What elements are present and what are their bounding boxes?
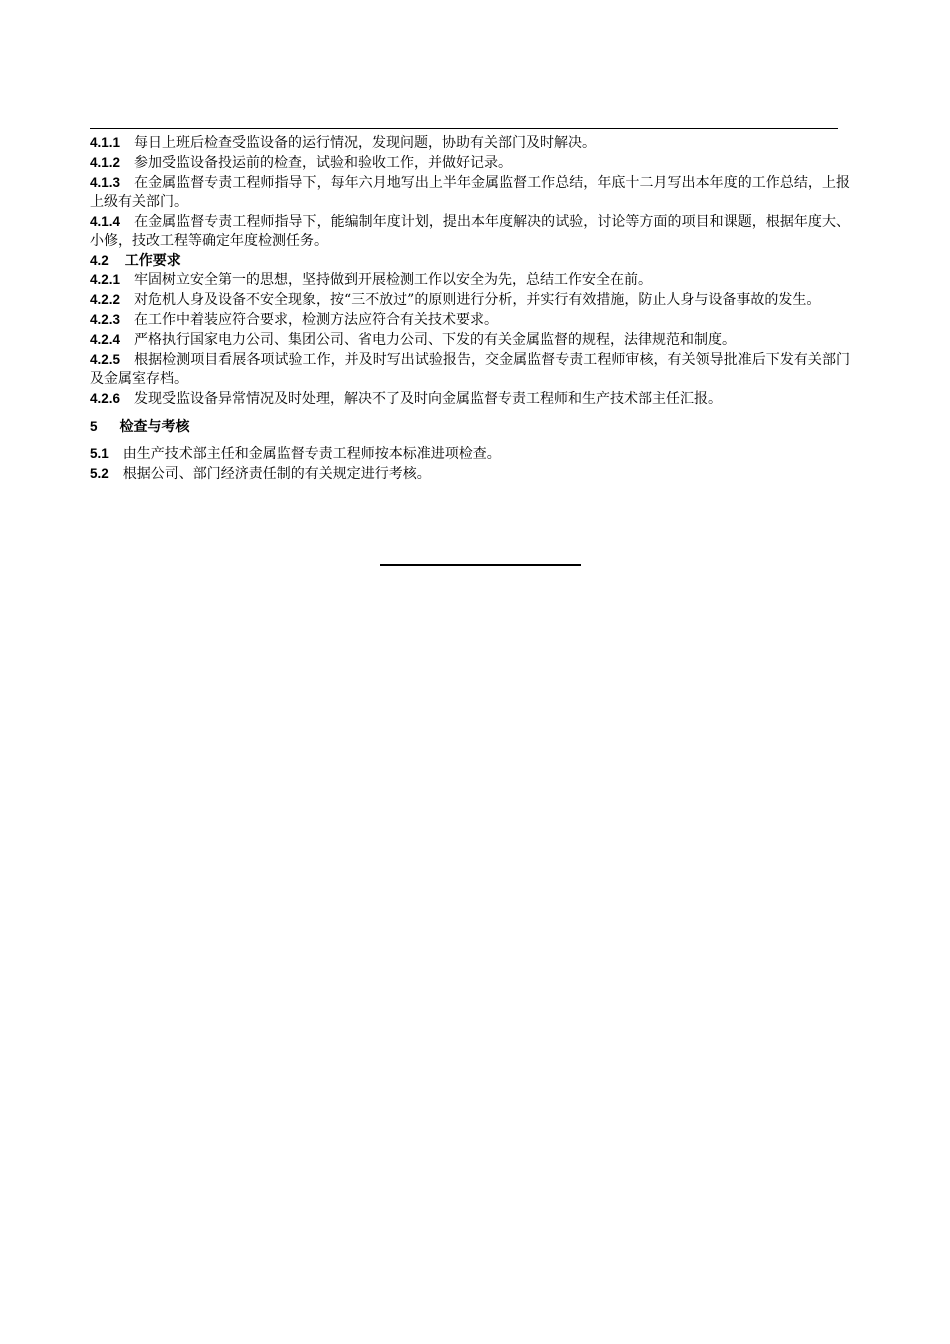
clause-text: 对危机人身及设备不安全现象，按“三不放过”的原则进行分析，并实行有效措施，防止人身与设备事故的发生。 [134, 292, 821, 308]
header-rule [90, 128, 838, 129]
clause-4-2-3 [90, 310, 850, 330]
clause-number: 5.2 [90, 466, 109, 481]
clause-number: 4.2.6 [90, 391, 121, 406]
clause-number: 4.2.4 [90, 332, 121, 347]
clause-text: 在工作中着装应符合要求，检测方法应符合有关技术要求。 [134, 312, 499, 328]
heading-text: 检查与考核 [119, 418, 190, 434]
clause-4-2-5 [90, 350, 850, 389]
clause-number: 4.2.5 [90, 352, 121, 367]
clause-number: 4.1.1 [90, 135, 121, 150]
clause-text: 根据检测项目看展各项试验工作，并及时写出试验报告，交金属监督专责工程师审核，有关领导批准后下发有关部门及金属室存档。 [90, 352, 850, 387]
clause-4-1-4 [90, 212, 850, 251]
clause-4-1-2 [90, 153, 850, 173]
clause-number: 4.1.4 [90, 214, 121, 229]
end-of-document-rule [380, 564, 581, 566]
clause-4-1-1 [90, 133, 850, 153]
heading-text: 工作要求 [124, 252, 181, 268]
clause-4-2-2 [90, 290, 850, 310]
clause-text: 在金属监督专责工程师指导下，每年六月地写出上半年金属监督工作总结，年底十二月写出本年度的工作总结，上报上级有关部门。 [90, 175, 850, 210]
clause-4-2-4 [90, 330, 850, 350]
document-content [90, 133, 850, 484]
heading-number: 5 [90, 419, 98, 434]
clause-text: 严格执行国家电力公司、集团公司、省电力公司、下发的有关金属监督的规程，法律规范和制度。 [134, 332, 737, 348]
clause-number: 4.2.2 [90, 292, 121, 307]
clause-text: 发现受监设备异常情况及时处理，解决不了及时向金属监督专责工程师和生产技术部主任汇报。 [134, 391, 723, 407]
clause-number: 4.1.3 [90, 175, 121, 190]
clause-text: 牢固树立安全第一的思想，坚持做到开展检测工作以安全为先，总结工作安全在前。 [134, 272, 653, 288]
clause-text: 由生产技术部主任和金属监督专责工程师按本标准进项检查。 [122, 446, 501, 462]
clause-text: 根据公司、部门经济责任制的有关规定进行考核。 [122, 466, 431, 482]
clause-number: 4.1.2 [90, 155, 121, 170]
clause-4-2-6 [90, 389, 850, 409]
clause-text: 每日上班后检查受监设备的运行情况，发现问题，协助有关部门及时解决。 [134, 135, 597, 151]
heading-number: 4.2 [90, 253, 109, 268]
clause-number: 5.1 [90, 446, 109, 461]
clause-text: 在金属监督专责工程师指导下，能编制年度计划，提出本年度解决的试验，讨论等方面的项目和课题，根据年度大、小修，技改工程等确定年度检测任务。 [90, 214, 850, 249]
clause-text: 参加受监设备投运前的检查，试验和验收工作，并做好记录。 [134, 155, 513, 171]
subsection-heading-4-2 [90, 251, 850, 270]
clause-4-1-3 [90, 173, 850, 212]
clause-5-2 [90, 464, 850, 484]
clause-4-2-1 [90, 270, 850, 290]
clause-5-1 [90, 444, 850, 464]
clause-number: 4.2.3 [90, 312, 121, 327]
section-heading-5 [90, 417, 850, 436]
clause-number: 4.2.1 [90, 272, 121, 287]
